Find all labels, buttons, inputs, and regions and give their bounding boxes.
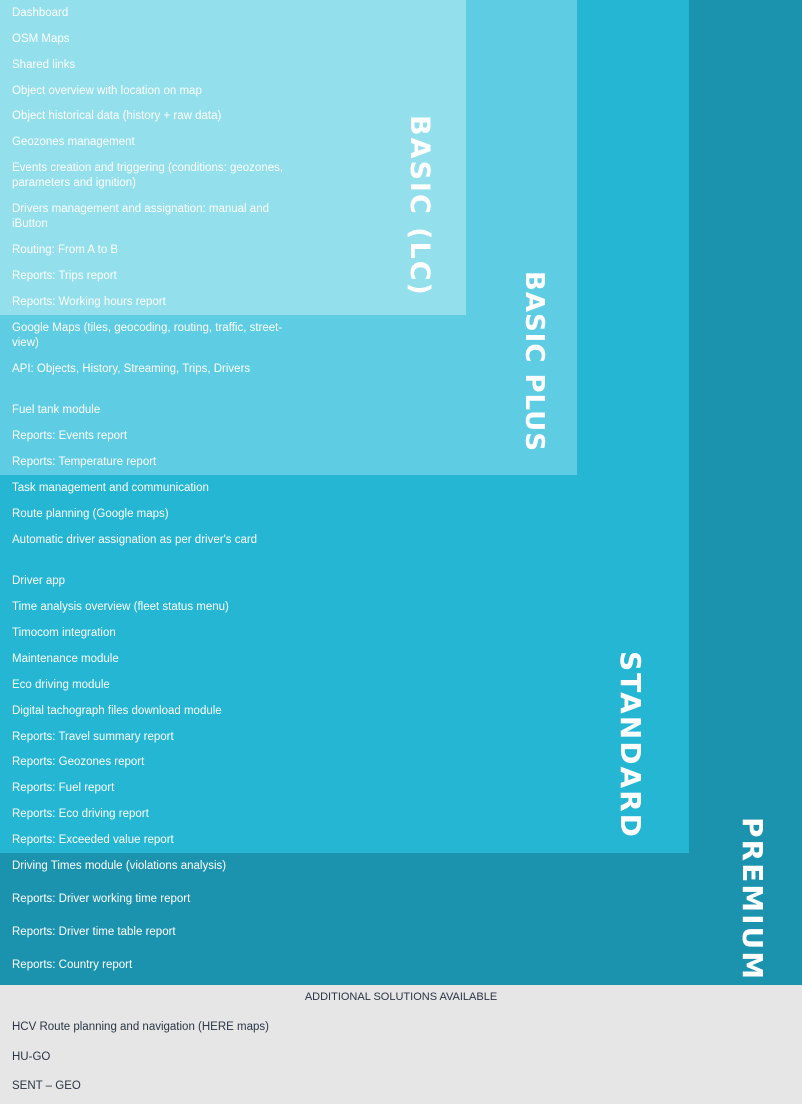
feature-item: Object historical data (history + raw data): [12, 110, 222, 122]
feature-item: Object overview with location on map: [12, 85, 202, 97]
feature-item: Eco driving module: [12, 679, 110, 691]
feature-item: Reports: Country report: [12, 959, 133, 971]
additional-solution-item: HU-GO: [12, 1051, 51, 1063]
feature-item: Reports: Geozones report: [12, 756, 145, 768]
feature-item: Routing: From A to B: [12, 244, 119, 256]
tier-standard-label: STANDARD: [614, 651, 647, 839]
feature-item: Maintenance module: [12, 653, 119, 665]
tier-basic-lc-block: [0, 0, 466, 315]
feature-item: Digital tachograph files download module: [12, 705, 222, 717]
feature-item: Reports: Eco driving report: [12, 808, 149, 820]
feature-item: Reports: Events report: [12, 430, 128, 442]
tier-premium-label: PREMIUM: [736, 817, 769, 982]
feature-item: Drivers management and assignation: manual and iButton: [12, 203, 269, 230]
feature-item: Reports: Fuel report: [12, 782, 115, 794]
feature-item: API: Objects, History, Streaming, Trips, Drivers: [12, 363, 251, 375]
feature-item: Reports: Working hours report: [12, 296, 166, 308]
feature-item: Google Maps (tiles, geocoding, routing, traffic, street-view): [12, 322, 283, 349]
feature-item: Timocom integration: [12, 627, 116, 639]
feature-item: Driver app: [12, 575, 66, 587]
feature-item: Reports: Exceeded value report: [12, 834, 174, 846]
additional-solutions-title: ADDITIONAL SOLUTIONS AVAILABLE: [304, 991, 498, 1003]
feature-item: Reports: Travel summary report: [12, 731, 174, 743]
feature-item: Dashboard: [12, 7, 69, 19]
tier-basic-plus-label: BASIC PLUS: [519, 271, 549, 453]
feature-item: Fuel tank module: [12, 404, 101, 416]
feature-item: Geozones management: [12, 136, 135, 148]
feature-item: Time analysis overview (fleet status menu): [12, 601, 229, 613]
additional-solution-item: SENT – GEO: [12, 1080, 81, 1092]
feature-item: Automatic driver assignation as per driver's card: [12, 534, 258, 546]
feature-item: Reports: Trips report: [12, 270, 117, 282]
feature-item: Route planning (Google maps): [12, 508, 169, 520]
feature-item: Reports: Driver time table report: [12, 926, 176, 938]
feature-item: Events creation and triggering (conditions: geozones, parameters and ignition): [12, 162, 284, 189]
additional-solutions-panel: [0, 985, 802, 1104]
tier-basic-lc-label: BASIC (LC): [404, 115, 435, 297]
feature-item: Driving Times module (violations analysis): [12, 860, 227, 872]
feature-item: Reports: Temperature report: [12, 456, 157, 468]
feature-item: OSM Maps: [12, 33, 70, 45]
feature-item: Task management and communication: [12, 482, 209, 494]
feature-item: Shared links: [12, 59, 76, 71]
additional-solution-item: HCV Route planning and navigation (HERE maps): [12, 1021, 269, 1033]
feature-item: Reports: Driver working time report: [12, 893, 191, 905]
